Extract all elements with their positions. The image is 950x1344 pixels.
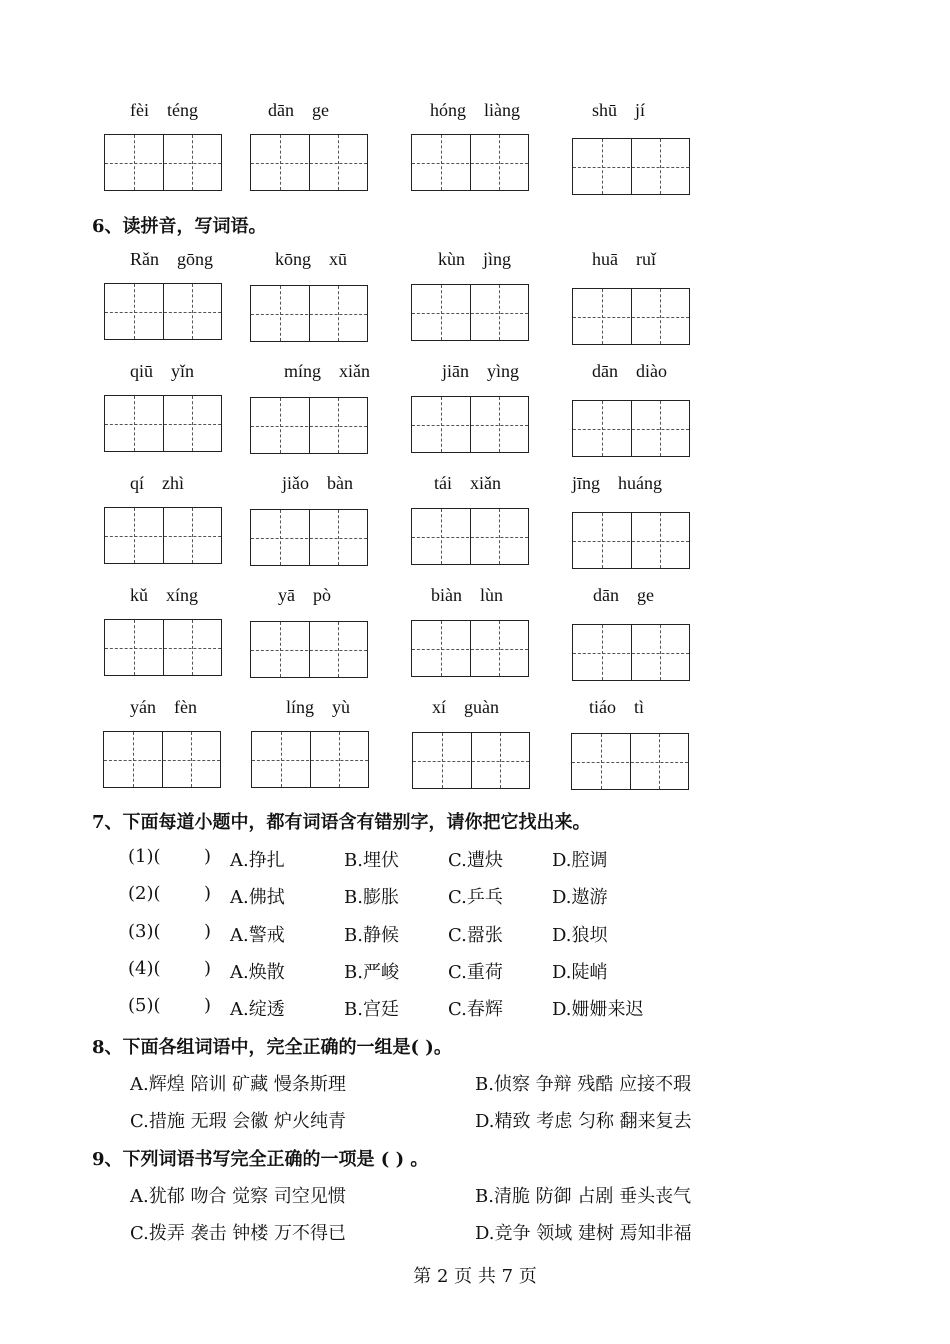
- pinyin-label: dān ge: [268, 100, 329, 120]
- writing-grid[interactable]: [572, 624, 690, 681]
- pinyin-label: míng xiǎn: [284, 361, 371, 381]
- writing-grid[interactable]: [411, 284, 529, 341]
- pinyin-label: yán fèn: [130, 697, 197, 717]
- answer-paren[interactable]: ): [204, 883, 212, 904]
- question-8-title: 8、下面各组词语中，完全正确的一组是( )。: [92, 1037, 452, 1058]
- q8-option-c: C.措施 无瑕 会徽 炉火纯青: [130, 1111, 347, 1132]
- option-c: C.春辉: [448, 999, 503, 1020]
- pinyin-label: dān diào: [592, 361, 667, 381]
- pinyin-label: yā pò: [278, 585, 331, 605]
- pinyin-label: fèi téng: [130, 100, 198, 120]
- option-c: C.乒乓: [448, 887, 503, 908]
- option-c: C.重荷: [448, 962, 503, 983]
- q8-option-b: B.侦察 争辩 残酷 应接不瑕: [475, 1074, 692, 1095]
- option-a: A.佛拭: [230, 887, 285, 908]
- pinyin-label: xí guàn: [432, 697, 500, 717]
- writing-grid[interactable]: [104, 395, 222, 452]
- answer-paren[interactable]: ): [204, 958, 212, 979]
- writing-grid[interactable]: [250, 285, 368, 342]
- writing-grid[interactable]: [572, 138, 690, 195]
- writing-grid[interactable]: [411, 508, 529, 565]
- option-b: B.严峻: [344, 962, 399, 983]
- pinyin-label: tái xiǎn: [434, 473, 501, 493]
- writing-grid[interactable]: [412, 732, 530, 789]
- pinyin-label: kǔ xíng: [130, 585, 199, 605]
- answer-paren[interactable]: ): [204, 921, 212, 942]
- pinyin-label: dān ge: [593, 585, 654, 605]
- option-d: D.狼坝: [552, 925, 608, 946]
- question-9-title: 9、下列词语书写完全正确的一项是 ( ) 。: [92, 1149, 429, 1170]
- pinyin-label: jiǎo bàn: [282, 473, 353, 493]
- writing-grid[interactable]: [411, 134, 529, 191]
- q7-number: (1)(: [128, 846, 161, 867]
- writing-grid[interactable]: [103, 731, 221, 788]
- writing-grid[interactable]: [250, 621, 368, 678]
- writing-grid[interactable]: [250, 397, 368, 454]
- pinyin-label: shū jí: [592, 100, 646, 120]
- option-d: D.腔调: [552, 850, 608, 871]
- pinyin-label: huā ruǐ: [592, 249, 656, 269]
- pinyin-label: jiān yìng: [442, 361, 520, 381]
- option-a: A.焕散: [230, 962, 285, 983]
- pinyin-label: Rǎn gōng: [130, 249, 213, 269]
- q9-option-c: C.拨弄 袭击 钟楼 万不得已: [130, 1223, 347, 1244]
- option-c: C.遭炔: [448, 850, 503, 871]
- option-d: D.陡峭: [552, 962, 608, 983]
- writing-grid[interactable]: [572, 400, 690, 457]
- writing-grid[interactable]: [411, 620, 529, 677]
- pinyin-label: hóng liàng: [430, 100, 520, 120]
- q9-option-a: A.犹郁 吻合 觉察 司空见惯: [130, 1186, 346, 1207]
- pinyin-label: qiū yǐn: [130, 361, 195, 381]
- writing-grid[interactable]: [104, 134, 222, 191]
- writing-grid[interactable]: [104, 619, 222, 676]
- option-a: A.挣扎: [230, 850, 285, 871]
- writing-grid[interactable]: [104, 507, 222, 564]
- option-b: B.宫廷: [344, 999, 399, 1020]
- option-d: D.遨游: [552, 887, 608, 908]
- question-7-title: 7、下面每道小题中，都有词语含有错别字，请你把它找出来。: [92, 812, 591, 833]
- pinyin-label: kōng xū: [275, 249, 347, 269]
- q9-option-d: D.竞争 领域 建树 焉知非福: [475, 1223, 692, 1244]
- option-d: D.姗姗来迟: [552, 999, 644, 1020]
- q7-number: (3)(: [128, 921, 161, 942]
- writing-grid[interactable]: [411, 396, 529, 453]
- option-b: B.埋伏: [344, 850, 399, 871]
- page-number: 第 2 页 共 7 页: [413, 1266, 537, 1287]
- writing-grid[interactable]: [572, 512, 690, 569]
- q7-number: (2)(: [128, 883, 161, 904]
- writing-grid[interactable]: [250, 509, 368, 566]
- writing-grid[interactable]: [104, 283, 222, 340]
- pinyin-label: qí zhì: [130, 473, 185, 493]
- writing-grid[interactable]: [250, 134, 368, 191]
- answer-paren[interactable]: ): [204, 995, 212, 1016]
- pinyin-label: jīng huáng: [572, 473, 663, 493]
- option-b: B.膨胀: [344, 887, 399, 908]
- pinyin-label: kùn jìng: [438, 249, 512, 269]
- option-a: A.警戒: [230, 925, 285, 946]
- q8-option-d: D.精致 考虑 匀称 翻来复去: [475, 1111, 692, 1132]
- question-6-title: 6、读拼音，写词语。: [92, 216, 267, 237]
- q7-number: (4)(: [128, 958, 161, 979]
- option-c: C.嚣张: [448, 925, 503, 946]
- option-b: B.静候: [344, 925, 399, 946]
- pinyin-label: biàn lùn: [431, 585, 504, 605]
- pinyin-label: tiáo tì: [589, 697, 645, 717]
- writing-grid[interactable]: [572, 288, 690, 345]
- answer-paren[interactable]: ): [204, 846, 212, 867]
- writing-grid[interactable]: [251, 731, 369, 788]
- q7-number: (5)(: [128, 995, 161, 1016]
- q8-option-a: A.辉煌 陪训 矿藏 慢条斯理: [130, 1074, 346, 1095]
- writing-grid[interactable]: [571, 733, 689, 790]
- pinyin-label: líng yù: [286, 697, 351, 717]
- q9-option-b: B.清脆 防御 占剧 垂头丧气: [475, 1186, 692, 1207]
- option-a: A.绽透: [230, 999, 285, 1020]
